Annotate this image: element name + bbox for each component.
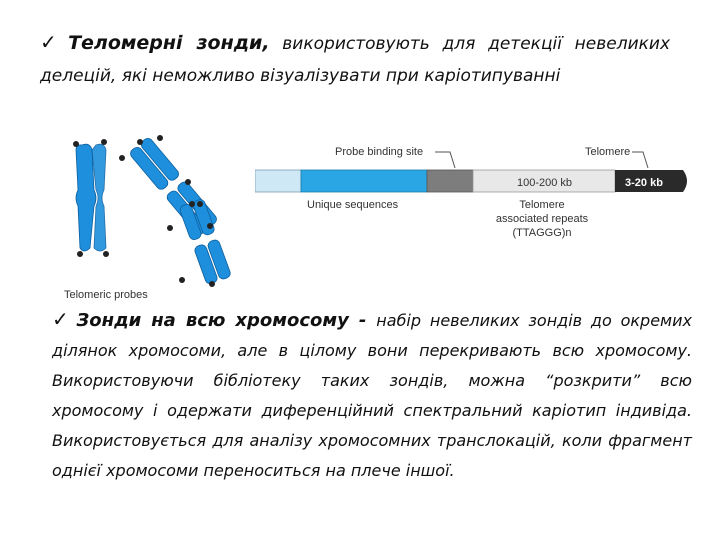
label-telomere-assoc-3: (TTAGGG)n (512, 227, 572, 239)
label-segment-size: 100-200 kb (517, 177, 573, 189)
bar-segment-binding (427, 170, 473, 192)
label-telomeric-probes: Telomeric probes (64, 289, 148, 301)
term-comma: , (262, 32, 270, 54)
paragraph-text: використовують для детекції невеликих делецій, які неможливо візуалізувати при каріотипуванні (40, 34, 671, 86)
term-whole-chromosome-probes: Зонди на всю хромосому - (76, 310, 377, 331)
bar-segment-unique (301, 170, 427, 192)
chromosomes-illustration (60, 130, 240, 305)
label-probe-binding-site: Probe binding site (335, 146, 424, 158)
probe-bar-diagram (255, 140, 695, 250)
checkmark-icon: ✓ (52, 307, 73, 331)
label-telomere-assoc-2: associated repeats (495, 213, 589, 225)
checkmark-icon: ✓ (40, 30, 65, 54)
bar-segment-light (255, 170, 301, 192)
label-unique-sequences: Unique sequences (307, 199, 399, 211)
label-telomere-assoc-1: Telomere (519, 199, 565, 211)
label-telomere: Telomere (585, 146, 631, 158)
paragraph-whole-chromosome-probes (52, 304, 692, 486)
paragraph-text: набір невеликих зондів до окремих ділянок хромосоми, але в цілому вони перекривають всю хромосому. Використовуючи бібліотеку таких зондів, можна “розкрити” всю хромосому і одержати диференційний спектральний каріотип індивіда. Використовується для аналізу хромосомних транслокацій, коли фрагмент однієї хромосоми переноситься на плече іншої. (52, 311, 692, 480)
paragraph-telomeric-probes (40, 26, 670, 92)
term-telomeric-probes: Теломерні зонди (68, 32, 263, 54)
label-telomere-size: 3-20 kb (625, 177, 663, 189)
